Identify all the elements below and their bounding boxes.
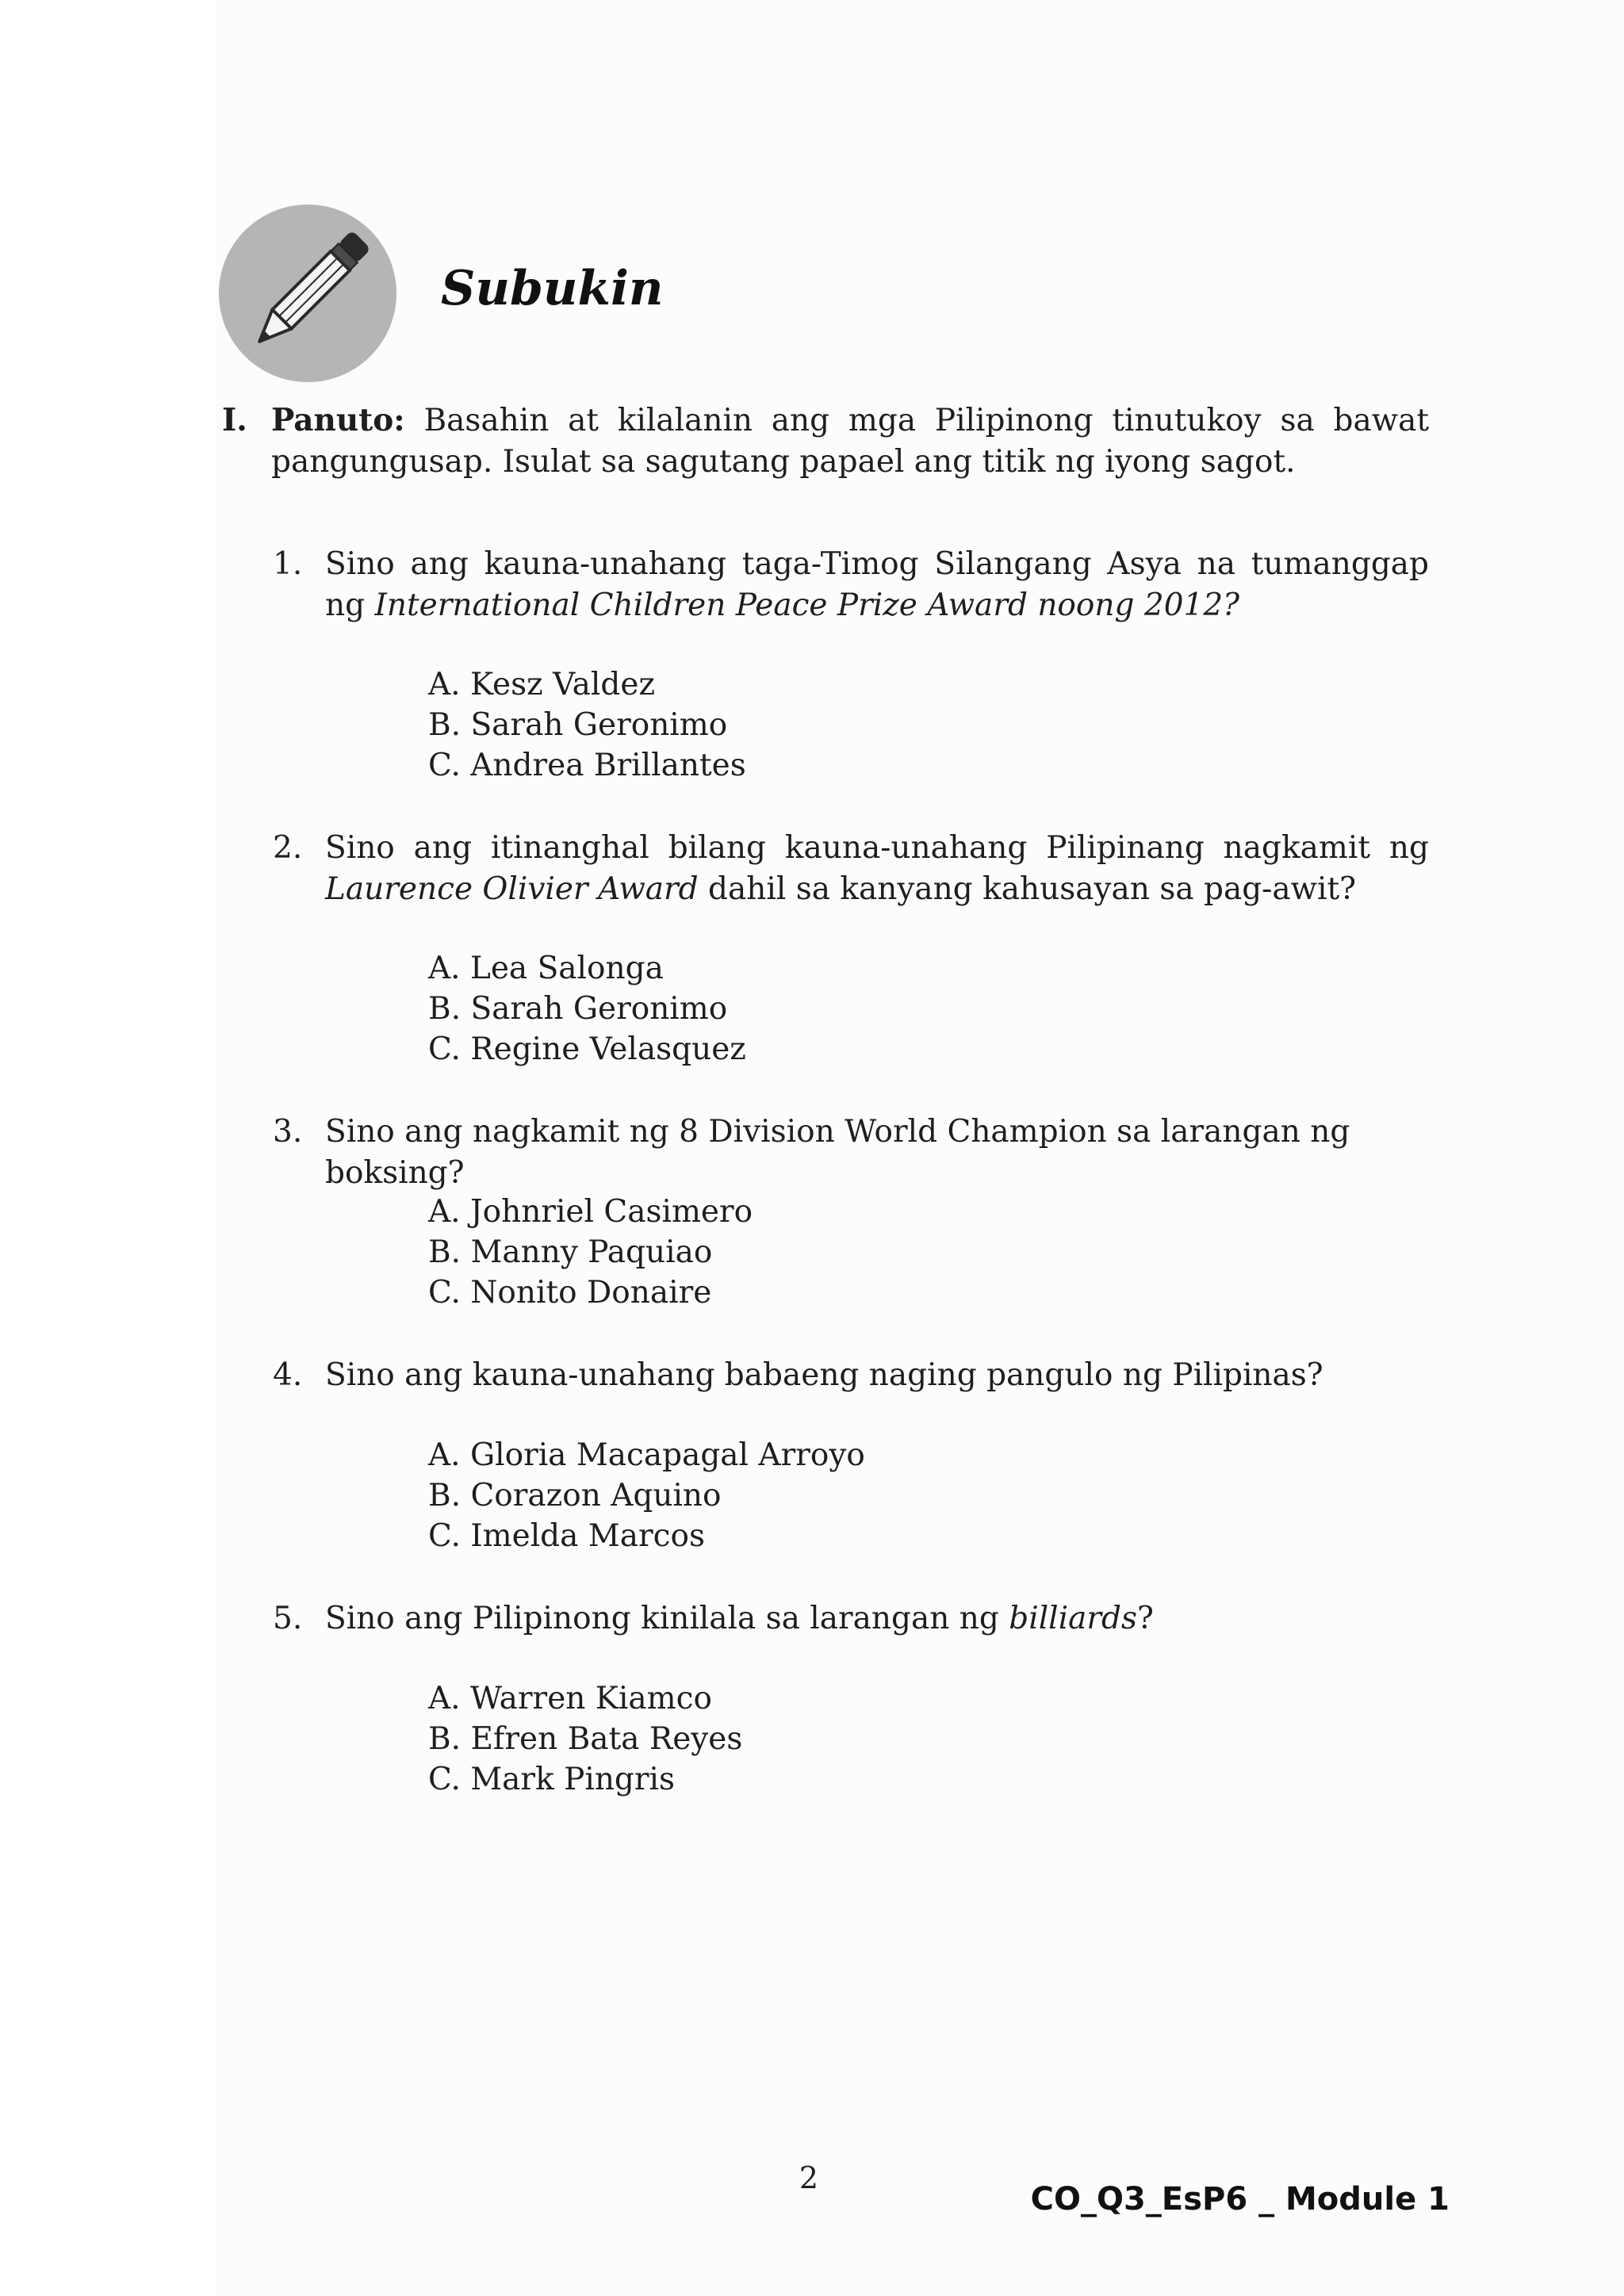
question-number: 4. xyxy=(273,1357,303,1393)
question-4 xyxy=(273,1355,1429,1396)
option-b: B. Corazon Aquino xyxy=(428,1478,722,1513)
option-a: A. Kesz Valdez xyxy=(428,667,655,702)
option-b: B. Sarah Geronimo xyxy=(428,707,728,743)
instruction-block xyxy=(222,400,1429,483)
option-c: C. Imelda Marcos xyxy=(428,1518,705,1554)
section-roman-numeral: I. xyxy=(222,402,247,438)
module-code: CO_Q3_EsP6 _ Module 1 xyxy=(1030,2181,1450,2218)
pencil-icon xyxy=(219,205,396,382)
question-number: 1. xyxy=(273,546,303,582)
question-text: Sino ang kauna-unahang taga-Timog Silangang Asya na tumanggap ng International Children Peace Prize Award noong 2012? xyxy=(325,546,1429,623)
question-1 xyxy=(273,544,1429,626)
question-text: Sino ang itinanghal bilang kauna-unahang Pilipinang nagkamit ng Laurence Olivier Award dahil sa kanyang kahusayan sa pag-awit? xyxy=(325,830,1429,907)
question-number: 3. xyxy=(273,1114,303,1150)
instruction-body: Basahin at kilalanin ang mga Pilipinong tinutukoy sa bawat pangungusap. Isulat sa sagutang papael ang titik ng iyong sagot. xyxy=(271,403,1429,480)
option-a: A. Gloria Macapagal Arroyo xyxy=(428,1437,865,1473)
question-italic: Laurence Olivier Award xyxy=(325,871,699,907)
option-b: B. Manny Paquiao xyxy=(428,1234,713,1270)
question-5 xyxy=(273,1598,1429,1640)
options-list-1 xyxy=(428,664,746,786)
question-text: Sino ang kauna-unahang babaeng naging pangulo ng Pilipinas? xyxy=(325,1357,1323,1393)
question-number: 2. xyxy=(273,830,303,866)
option-b: B. Efren Bata Reyes xyxy=(428,1721,743,1757)
options-list-5 xyxy=(428,1678,742,1800)
question-text: Sino ang nagkamit ng 8 Division World Champion sa larangan ng boksing? xyxy=(325,1114,1350,1191)
option-c: C. Andrea Brillantes xyxy=(428,748,746,783)
option-b: B. Sarah Geronimo xyxy=(428,991,728,1027)
section-title: Subukin xyxy=(441,261,664,316)
question-text: Sino ang Pilipinong kinilala sa larangan ng billiards? xyxy=(325,1601,1154,1636)
question-italic: International Children Peace Prize Award noong 2012? xyxy=(374,587,1240,623)
instruction-text xyxy=(271,400,1429,483)
page-number: 2 xyxy=(799,2160,819,2195)
option-c: C. Mark Pingris xyxy=(428,1762,676,1797)
question-3 xyxy=(273,1112,1429,1194)
question-italic: billiards xyxy=(1009,1601,1137,1636)
option-c: C. Regine Velasquez xyxy=(428,1031,746,1067)
option-a: A. Johnriel Casimero xyxy=(428,1194,753,1230)
instruction-lead: Panuto: xyxy=(271,402,405,438)
options-list-3 xyxy=(428,1192,753,1313)
question-2 xyxy=(273,828,1429,910)
option-a: A. Warren Kiamco xyxy=(428,1681,712,1716)
options-list-4 xyxy=(428,1435,865,1556)
option-c: C. Nonito Donaire xyxy=(428,1275,712,1311)
option-a: A. Lea Salonga xyxy=(428,951,664,986)
options-list-2 xyxy=(428,948,746,1070)
question-number: 5. xyxy=(273,1601,303,1636)
